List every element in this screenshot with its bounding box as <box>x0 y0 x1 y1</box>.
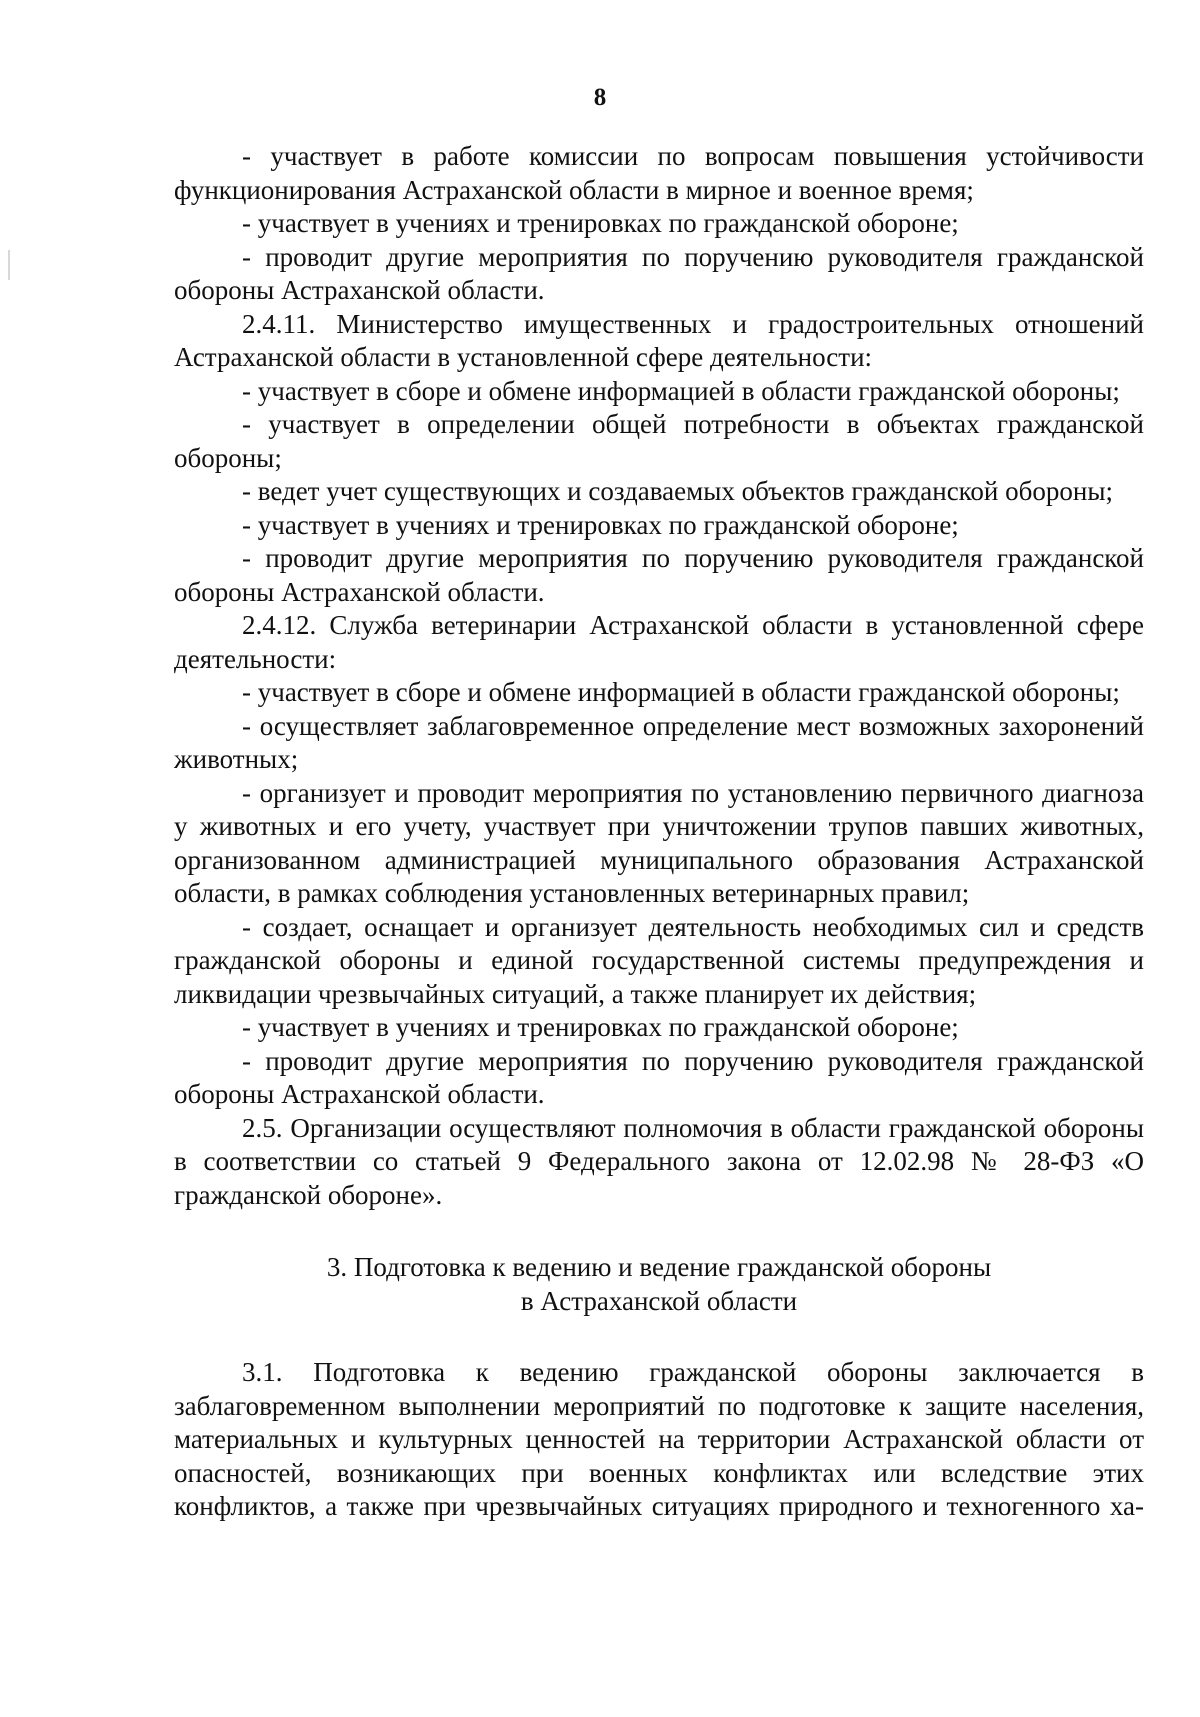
paragraph: - проводит другие мероприятия по поручению руководителя гражданской обороны Астраханской области. <box>174 1045 1144 1109</box>
paragraph: - создает, оснащает и организует деятельность необходимых сил и средств гражданской обороны и единой государственной системы предупреждения и ликвидации чрезвычайных ситуаций, а также планирует их действия; <box>174 911 1144 1009</box>
section-heading <box>174 1250 1144 1318</box>
scan-artifact <box>8 250 10 280</box>
paragraph: - проводит другие мероприятия по поручению руководителя гражданской обороны Астраханской области. <box>174 543 1144 607</box>
section-heading-line: в Астраханской области <box>520 1286 798 1316</box>
paragraph: - участвует в сборе и обмене информацией в области гражданской обороны; <box>242 375 1120 406</box>
paragraph: - участвует в учениях и тренировках по гражданской обороне; <box>242 1012 959 1042</box>
page-number: 8 <box>593 84 607 111</box>
document-body <box>174 140 1144 1524</box>
paragraph: 3.1. Подготовка к ведению гражданской обороны заключается в заблаговременном выполнении мероприятий по подготовке к защите населения, материальных и культурных ценностей на территории Астраханской области от опасностей, возникающих при военных конфликтах или вследствие этих конфликтов, а также при чрезвычайных ситуациях природного и техногенного ха- <box>174 1357 1144 1521</box>
paragraph: - участвует в работе комиссии по вопросам повышения устойчивости функционирования Астраханской области в мирное и военное время; <box>174 141 1144 205</box>
paragraph: - участвует в сборе и обмене информацией в области гражданской обороны; <box>242 677 1120 707</box>
paragraph: - участвует в учениях и тренировках по гражданской обороне; <box>242 509 959 540</box>
paragraph: - организует и проводит мероприятия по установлению первичного диагноза у животных и его учету, участвует при уничтожении трупов павших животных, организованном администрацией муниципального образования Астраханской области, в рамках соблюдения установленных ветеринарных правил; <box>174 777 1144 908</box>
paragraph: 2.5. Организации осуществляют полномочия в области гражданской обороны в соответствии со статьей 9 Федерального закона от 12.02.98 № 28-ФЗ «О гражданской обороне». <box>174 1112 1144 1210</box>
paragraph: - ведет учет существующих и создаваемых объектов гражданской обороны; <box>242 476 1113 506</box>
section-heading-line: 3. Подготовка к ведению и ведение гражданской обороны <box>326 1252 992 1282</box>
paragraph: - осуществляет заблаговременное определение мест возможных захоронений животных; <box>174 710 1144 774</box>
paragraph: - участвует в учениях и тренировках по гражданской обороне; <box>242 208 959 238</box>
paragraph: 2.4.11. Министерство имущественных и градостроительных отношений Астраханской области в установленной сфере деятельности: <box>174 308 1144 372</box>
paragraph: - проводит другие мероприятия по поручению руководителя гражданской обороны Астраханской области. <box>174 241 1144 305</box>
paragraph: - участвует в определении общей потребности в объектах гражданской обороны; <box>174 409 1144 473</box>
paragraph: 2.4.12. Служба ветеринарии Астраханской области в установленной сфере деятельности: <box>174 610 1144 674</box>
